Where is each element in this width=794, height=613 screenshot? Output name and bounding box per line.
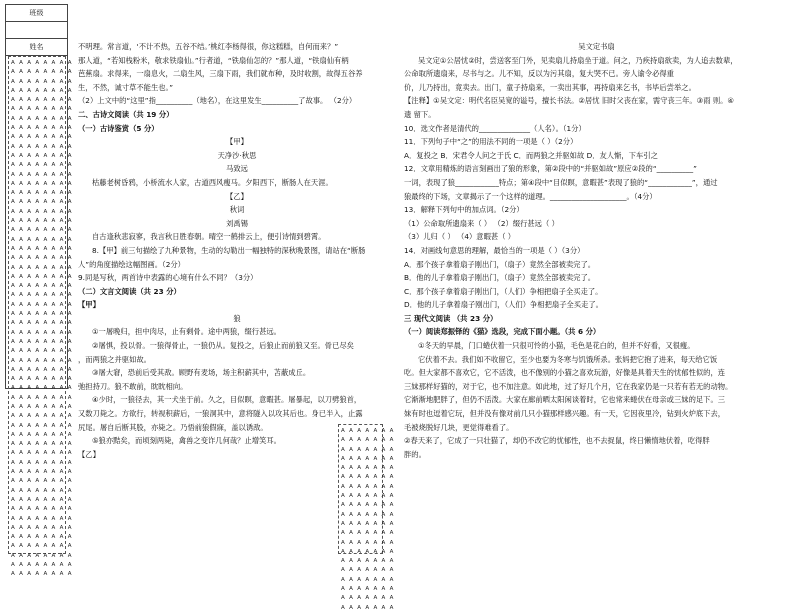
seal-mark-row: A A A A A A A A [11,69,73,76]
seal-mark-row: A A A A A A A A [11,422,73,429]
seal-mark-row: A A A A A A A [341,567,395,574]
seal-mark-row: A A A A A A A A [11,413,73,420]
seal-mark-row: A A A A A A A A [11,134,73,141]
right-line: 14．对画线句意思的理解，最恰当的一项是（ ）（3分） [404,245,585,255]
seal-mark-row: A A A A A A A [341,539,395,546]
left-line: 马致远 [226,164,248,174]
seal-mark-row: A A A A A A A A [11,552,73,559]
left-line: 不明理。常言道，‘不计不热，五谷不结。’桃红李杨得很，你这糕糕，自何而来？” [78,42,339,51]
left-line: 芭蕉扇。求得来，一扇息火，二扇生风，三扇下雨，我们就布种，及时收割，故得五谷养 [78,69,363,79]
seal-mark-row: A A A A A A A A [11,115,73,122]
right-line: 三妹那样好猫的，对于它，也不加注意。如此地，过了好几个月，它在我家仍是一只若有若无的动物。 [404,381,733,391]
seal-mark-row: A A A A A A A [341,511,395,518]
left-line: ②屠惧，投以骨。一狼得骨止，一狼仍从。复投之，后狼止而前狼又至。骨已尽矣 [92,341,354,351]
seal-mark-row: A A A A A A A A [11,236,73,243]
right-line: 毛被烧脱好几块，更觉得难看了。 [404,422,514,432]
left-line: 刘禹锡 [226,218,248,228]
left-line: 【乙】 [226,191,248,201]
seal-mark-row: A A A A A A A A [11,366,73,373]
seal-mark-row: A A A A A A A A [11,450,73,457]
right-line: C．那个孩子拿着扇子刚出门，（人们）争相把扇子全买走了。 [404,286,603,296]
seal-mark-row: A A A A A A A [341,446,395,453]
right-column [404,40,789,461]
seal-mark-row: A A A A A A A A [11,125,73,132]
seal-mark-row: A A A A A A A A [11,273,73,280]
right-line: 三 现代文阅读 （共 23 分） [404,313,498,323]
seal-mark-row: A A A A A A A A [11,338,73,345]
right-line: 胖的。 [404,449,426,459]
seal-mark-row: A A A A A A A A [11,87,73,94]
left-line: （二）文言文阅读（共 23 分） [78,286,181,296]
seal-mark-row: A A A A A A A A [11,496,73,503]
right-line: （3）儿归（ ） （4）意暇甚（ ） [404,232,516,242]
seal-mark-row: A A A A A A A [341,604,395,611]
left-line: 【乙】 [78,449,100,459]
seal-mark-row: A A A A A A A A [11,218,73,225]
seal-mark-row: A A A A A A A A [11,403,73,410]
seal-mark-row: A A A A A A A A [11,571,73,578]
right-line: 狼最终的下场，文章揭示了一个这样的道理。_____________________。（4分） [404,191,657,201]
seal-mark-row: A A A A A A A A [11,301,73,308]
left-line: 那人道，“若知栈粉米，敬求铁扇仙。”行者道，“铁扇仙怎的？”那人道，“铁扇仙有柄 [78,55,349,65]
left-line: ④少时，一狼径去，其一犬坐于前。久之，目似瞑，意暇甚。屠暴起，以刀劈狼首， [92,395,362,405]
left-line: 【甲】 [226,137,248,147]
right-line: 妹有时也逗着它玩，但并没有像对前几只小猫那样感兴趣。有一天，它因夜里冷，钻到火炉底下去， [404,409,726,419]
right-line: 12．文章用精炼的语言刻画出了狼的形象，第②段中的“并驱如故”原应②段的“__________” [404,164,697,174]
left-line: 二、古诗文阅读（共 19 分） [78,109,174,119]
seal-mark-row: A A A A A A A A [11,199,73,206]
right-line: ①冬天的早晨，门口蜷伏着一只很可怜的小猫，毛色是花白的，但并不好看，又很瘦。 [418,341,695,351]
seal-mark-row: A A A A A A A A [11,152,73,159]
left-line: 天净沙·秋思 [217,150,257,160]
right-line: （一）阅读郑振铎的《猫》选段，完成下面小题。（共 6 分） [404,327,601,337]
seal-mark-row: A A A A A A A A [11,245,73,252]
seal-mark-row: A A A A A A A A [11,385,73,392]
seal-mark-row: A A A A A A A [341,576,395,583]
left-line: ③屠大窘，恐前后受其敌。顾野有麦场，场主积薪其中，苫蔽成丘。 [92,368,311,378]
right-line: 吴文定书扇 [578,42,615,51]
left-line: 狼 [233,313,241,323]
seal-mark-row: A A A A A A A A [11,311,73,318]
seal-mark-row: A A A A A A A A [11,534,73,541]
seal-mark-row: A A A A A A A [341,493,395,500]
seal-mark-row: A A A A A A A A [11,515,73,522]
seal-mark-row: A A A A A A A A [11,255,73,262]
seal-mark-row: A A A A A A A [341,558,395,565]
left-line: 生，不然，诚寸草不能生也。” [78,82,173,92]
seal-mark-row: A A A A A A A A [11,394,73,401]
seal-mark-row: A A A A A A A [341,586,395,593]
seal-mark-row: A A A A A A A [341,455,395,462]
seal-mark-row: A A A A A A A A [11,106,73,113]
seal-mark-row: A A A A A A A A [11,171,73,178]
seal-mark-row: A A A A A A A A [11,264,73,271]
right-line: B．他的儿子拿着扇子刚出门，（扇子）竟然全部被卖完了。 [404,273,596,283]
left-line: ⑤狼亦黠矣，而顷刻两毙，禽兽之变诈几何哉？止增笑耳。 [92,436,281,446]
seal-mark-row: A A A A A A A [341,437,395,444]
right-line: 11．下列句子中“之”的用法不同的一项是（ ）（2分） [404,137,578,147]
right-line: A．那个孩子拿着扇子刚出门，（扇子）竟然全部被卖完了。 [404,259,596,269]
seal-mark-row: A A A A A A A A [11,562,73,569]
right-line: 公命取所遗扇来，尽书与之。儿不知，反以为污其扇，复大哭不已。旁人谕令必得重 [404,69,674,79]
right-line: 它渐渐地肥胖了，但仍不活泼。大家在廊前晒太阳闲谈着时，它也常来蜷伏在母亲或三妹的足下。三 [404,395,726,405]
seal-mark-row: A A A A A A A A [11,348,73,355]
seal-mark-row: A A A A A A A A [11,283,73,290]
right-line: 【注释】①吴文定：明代名臣吴宽的谥号，擅长书法。②居忧 旧时父丧在家，需守丧三年。③雨 则。④ [404,96,734,106]
left-line: ，而两狼之并驱如故。 [78,354,151,364]
seal-mark-row: A A A A A A A A [11,78,73,85]
left-line: 秋词 [229,205,245,215]
right-line: A．复投之 B．宋君令人问之于氏 C．而两狼之并驱如故 D．友人惭，下车引之 [404,150,658,160]
seal-mark-row: A A A A A A A [341,520,395,527]
seal-mark-row: A A A A A A A A [11,459,73,466]
seal-mark-row: A A A A A A A A [11,506,73,513]
seal-mark-row: A A A A A A A A [11,208,73,215]
seal-mark-row: A A A A A A A A [11,376,73,383]
right-line: 13．解释下列句中的加点词。（2分） [404,205,524,215]
left-line: 人”的角度描绘这幅图画。（2分） [78,259,185,269]
left-column [78,40,396,461]
left-line: 【甲】 [78,300,100,310]
right-line: 吴文定①公居忧②时，尝送客至门外，见卖扇儿持扇坐于道。问之，乃疾持扇欲卖，为人追去数辈， [418,55,738,65]
class-field[interactable] [6,22,67,39]
seal-mark-row: A A A A A A A A [11,143,73,150]
seal-mark-row: A A A A A A A A [11,162,73,169]
seal-mark-row: A A A A A A A A [11,478,73,485]
seal-mark-row: A A A A A A A [341,465,395,472]
right-line: D．他的儿子拿着扇子刚出门，（人们）争相把扇子全买走了。 [404,300,603,310]
seal-mark-row: A A A A A A A [341,502,395,509]
right-line: 它伏着不去。我们如不收留它，至少也要为冬寒与饥饿所杀。张妈把它抱了进来，每天给它饭 [418,354,718,364]
seal-mark-row: A A A A A A A A [11,227,73,234]
right-line: （1）公命取所遗扇来（ ） （2）缀行甚远（ ） [404,218,559,228]
left-line: （2）上文中的“这里”指__________（地名），在这里发生__________了故事。 （2分） [78,96,357,106]
right-line: 10．选文作者是清代的______________（人名）。（1分） [404,123,586,133]
right-line: 吃。但大家都不喜欢它，它不活泼，也不像别的小猫之喜欢玩游，好像是具着天生的忧郁性似的，连 [404,368,726,378]
seal-mark-row: A A A A A A A A [11,190,73,197]
seal-mark-row: A A A A A A A A [11,97,73,104]
seal-mark-row: A A A A A A A [341,428,395,434]
left-line: 又数刀毙之。方欲行，转视积薪后，一狼洞其中，意将隧入以攻其后也。身已半入，止露 [78,409,363,419]
left-line: 枯藤老树昏鸦，小桥流水人家，古道西风瘦马。夕阳西下，断肠人在天涯。 [92,177,333,187]
name-label: 姓名 [6,39,67,56]
seal-mark-row: A A A A A A A A [11,60,73,66]
seal-mark-row: A A A A A A A A [11,543,73,550]
seal-mark-row: A A A A A A A [341,474,395,481]
seal-mark-row: A A A A A A A A [11,469,73,476]
left-line: 8.【甲】前三句描绘了九种景物，生动的勾勒出一幅独特的深秋晚景图，请站在“断肠 [92,245,366,255]
seal-mark-row: A A A A A A A A [11,357,73,364]
seal-mark-row: A A A A A A A [341,595,395,602]
seal-mark-row: A A A A A A A A [11,329,73,336]
seal-mark-row: A A A A A A A A [11,180,73,187]
seal-mark-row: A A A A A A A [341,483,395,490]
class-label: 班级 [6,5,67,22]
left-line: （一）古诗鉴赏（5 分） [78,123,159,133]
left-line: 弛担持刀。狼不敢前，眈眈相向。 [78,381,188,391]
seal-mark-row: A A A A A A A A [11,441,73,448]
seal-mark-row: A A A A A A A A [11,320,73,327]
seal-line-box [8,56,73,578]
left-line: 自古逢秋悲寂寥，我言秋日胜春朝。晴空一鹤排云上，便引诗情到碧霄。 [92,232,326,242]
right-line: 遗 留下。 [404,109,436,119]
seal-mark-row: A A A A A A A A [11,487,73,494]
right-line: ②春天来了，它成了一只壮猫了，却仍不改它的忧郁性，也不去捉鼠，终日懒惰地伏着，吃得胖 [404,436,710,446]
seal-mark-row: A A A A A A A A [11,524,73,531]
right-line: 价，儿乃持出，竟卖去。出门，童子持扇来，一卖出其事，再持扇来乞书，书毕后尝举之。 [404,82,696,92]
right-line: 一词，表现了狼____________特点；第④段中“目似瞑，意暇甚”表现了狼的“____________”，通过 [404,177,718,187]
seal-mark-row: A A A A A A A A [11,292,73,299]
left-line: 尻尾。屠自后断其股，亦毙之。乃悟前狼假寐，盖以诱敌。 [78,422,268,432]
left-line: 9.同是写秋，两首诗中表露的心境有什么不同？（3分） [78,273,258,283]
seal-mark-row: A A A A A A A [341,548,395,555]
seal-mark-row: A A A A A A A [341,530,395,537]
seal-mark-row: A A A A A A A A [11,431,73,438]
left-line: ①一屠晚归，担中肉尽，止有剩骨。途中两狼，缀行甚远。 [92,327,281,337]
